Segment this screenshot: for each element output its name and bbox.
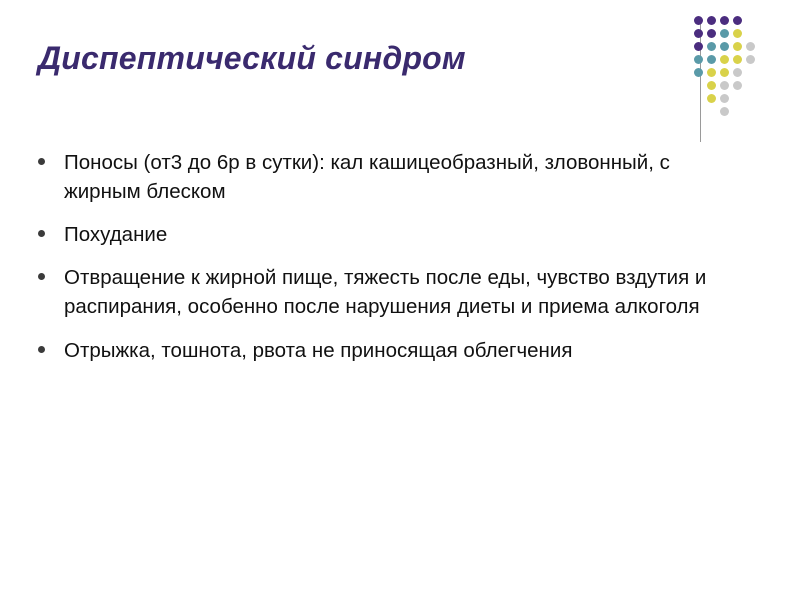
- decoration-dot: [707, 94, 716, 103]
- decoration-dot: [746, 42, 755, 51]
- decoration-dot: [733, 16, 742, 25]
- list-item-text: Поносы (от3 до 6р в сутки): кал кашицеобразный, зловонный, с жирным блеском: [64, 151, 670, 204]
- decoration-dot: [733, 81, 742, 90]
- decoration-dot: [720, 42, 729, 51]
- decoration-dot: [720, 68, 729, 77]
- decoration-dot: [694, 68, 703, 77]
- decoration-dot: [733, 42, 742, 51]
- bullet-marker-icon: [38, 336, 64, 356]
- list-item: [38, 148, 738, 206]
- list-item: [38, 336, 738, 365]
- bullet-marker-icon: [38, 263, 64, 283]
- decoration-dot: [694, 42, 703, 51]
- decoration-dot: [720, 29, 729, 38]
- list-item-text: Похудание: [64, 223, 168, 247]
- bullet-marker-icon: [38, 220, 64, 240]
- decoration-dot: [733, 68, 742, 77]
- decoration-dot: [720, 94, 729, 103]
- list-item-text: Отрыжка, тошнота, рвота не приносящая облегчения: [64, 338, 573, 362]
- decoration-dot: [707, 42, 716, 51]
- decoration-dot: [694, 29, 703, 38]
- slide-title: Диспептический синдром: [38, 40, 466, 76]
- dot-grid-decoration: [694, 16, 786, 124]
- decoration-dot: [720, 16, 729, 25]
- decoration-dot: [746, 55, 755, 64]
- decoration-dot: [720, 81, 729, 90]
- decoration-dot: [720, 55, 729, 64]
- list-item-text: Отвращение к жирной пище, тяжесть после еды, чувство вздутия и распирания, особенно после нарушения диеты и приема алкоголя: [64, 266, 707, 319]
- decoration-dot: [707, 29, 716, 38]
- bullet-marker-icon: [38, 148, 64, 168]
- decoration-dot: [707, 55, 716, 64]
- decoration-dot: [720, 107, 729, 116]
- decoration-dot: [694, 55, 703, 64]
- decoration-dot: [707, 68, 716, 77]
- list-item: [38, 263, 738, 321]
- decoration-dot: [707, 16, 716, 25]
- list-item: [38, 220, 738, 249]
- decoration-dot: [733, 29, 742, 38]
- decoration-dot: [694, 16, 703, 25]
- decoration-dot: [707, 81, 716, 90]
- bullet-list: [38, 148, 738, 379]
- decoration-dot: [733, 55, 742, 64]
